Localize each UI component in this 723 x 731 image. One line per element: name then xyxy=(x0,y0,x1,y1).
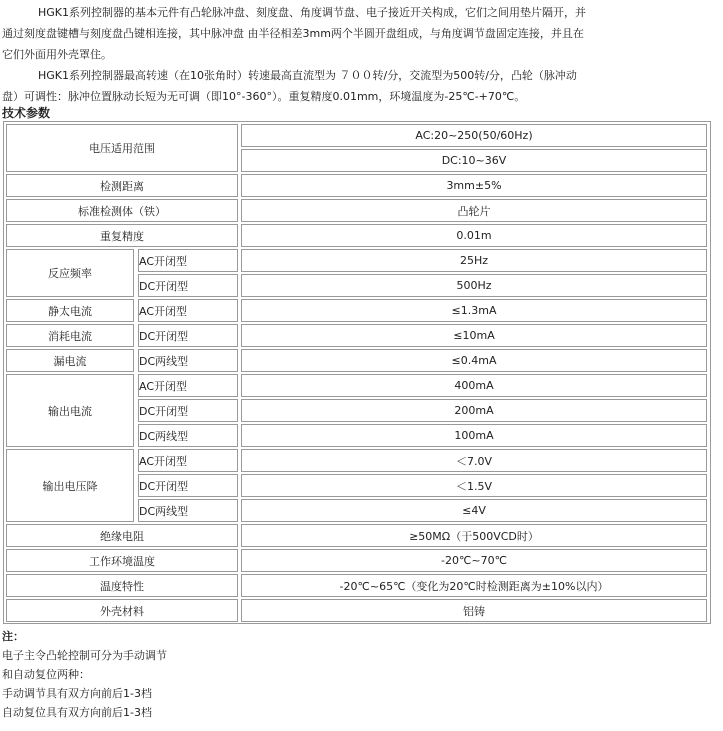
row-value: 500Hz xyxy=(241,274,707,297)
row-label: 输出电流 xyxy=(6,374,134,447)
row-subtype: AC开闭型 xyxy=(138,374,238,397)
row-value: ＜7.0V xyxy=(241,449,707,472)
row-value: 铝铸 xyxy=(241,599,707,622)
row-value: -20℃~70℃ xyxy=(241,549,707,572)
row-value: -20℃~65℃（变化为20℃时检测距离为±10%以内） xyxy=(241,574,707,597)
row-label: 输出电压降 xyxy=(6,449,134,522)
row-subtype: DC两线型 xyxy=(138,349,238,372)
row-label: 工作环境温度 xyxy=(6,549,238,572)
row-value: 0.01m xyxy=(241,224,707,247)
row-label: 电压适用范围 xyxy=(6,124,238,172)
intro-paragraph-1: HGK1系列控制器的基本元件有凸轮脉冲盘、刻度盘、角度调节盘、电子接近开关构成，它们之间用垫片隔开，并通过刻度盘键槽与刻度盘凸键相连接，其中脉冲盘 由半径相差3mm两个半圆开盘组成，与角度调节盘固定连接，并且在它们外面用外壳罩住。 xyxy=(2,6,587,61)
row-subtype: DC两线型 xyxy=(138,424,238,447)
row-subtype: AC开闭型 xyxy=(138,449,238,472)
row-value: DC:10~36V xyxy=(241,149,707,172)
notes-line: 自动复位具有双方向前后1-3档 xyxy=(2,706,152,719)
intro-text xyxy=(2,2,592,107)
row-label: 外壳材料 xyxy=(6,599,238,622)
notes-line: 手动调节具有双方向前后1-3档 xyxy=(2,687,152,700)
intro-paragraph-2: HGK1系列控制器最高转速（在10张角时）转速最高直流型为 ７００转/分，交流型为500转/分，凸轮（脉冲动 盘）可调性：脉冲位置脉动长短为无可调（即10°-360°）。重复精度0.01mm，环境温度为-25℃-+70℃。 xyxy=(2,69,577,103)
row-value: 3mm±5% xyxy=(241,174,707,197)
row-value: ≤0.4mA xyxy=(241,349,707,372)
row-subtype: DC开闭型 xyxy=(138,274,238,297)
row-label: 反应频率 xyxy=(6,249,134,297)
row-label: 消耗电流 xyxy=(6,324,134,347)
row-value: 400mA xyxy=(241,374,707,397)
row-value: 200mA xyxy=(241,399,707,422)
row-value: 凸轮片 xyxy=(241,199,707,222)
row-subtype: DC开闭型 xyxy=(138,474,238,497)
row-subtype: DC开闭型 xyxy=(138,324,238,347)
row-label: 绝缘电阻 xyxy=(6,524,238,547)
row-label: 重复精度 xyxy=(6,224,238,247)
row-subtype: DC开闭型 xyxy=(138,399,238,422)
notes-line: 和自动复位两种： xyxy=(2,668,90,681)
row-subtype: AC开闭型 xyxy=(138,249,238,272)
row-label: 漏电流 xyxy=(6,349,134,372)
row-value: ≥50MΩ（于500VCD时） xyxy=(241,524,707,547)
notes-title: 注： xyxy=(2,630,24,643)
section-title: 技术参数 xyxy=(2,106,51,120)
row-value: ≤10mA xyxy=(241,324,707,347)
row-subtype: AC开闭型 xyxy=(138,299,238,322)
row-label: 检测距离 xyxy=(6,174,238,197)
notes-line: 电子主令凸轮控制可分为手动调节 xyxy=(2,649,167,662)
row-value: ≤4V xyxy=(241,499,707,522)
row-value: 100mA xyxy=(241,424,707,447)
row-label: 温度特性 xyxy=(6,574,238,597)
row-label: 标准检测体（铁） xyxy=(6,199,238,222)
notes xyxy=(2,627,167,722)
row-value: ≤1.3mA xyxy=(241,299,707,322)
row-value: ＜1.5V xyxy=(241,474,707,497)
row-value: 25Hz xyxy=(241,249,707,272)
row-value: AC:20~250(50/60Hz) xyxy=(241,124,707,147)
row-label: 静太电流 xyxy=(6,299,134,322)
row-subtype: DC两线型 xyxy=(138,499,238,522)
spec-table xyxy=(3,121,711,624)
